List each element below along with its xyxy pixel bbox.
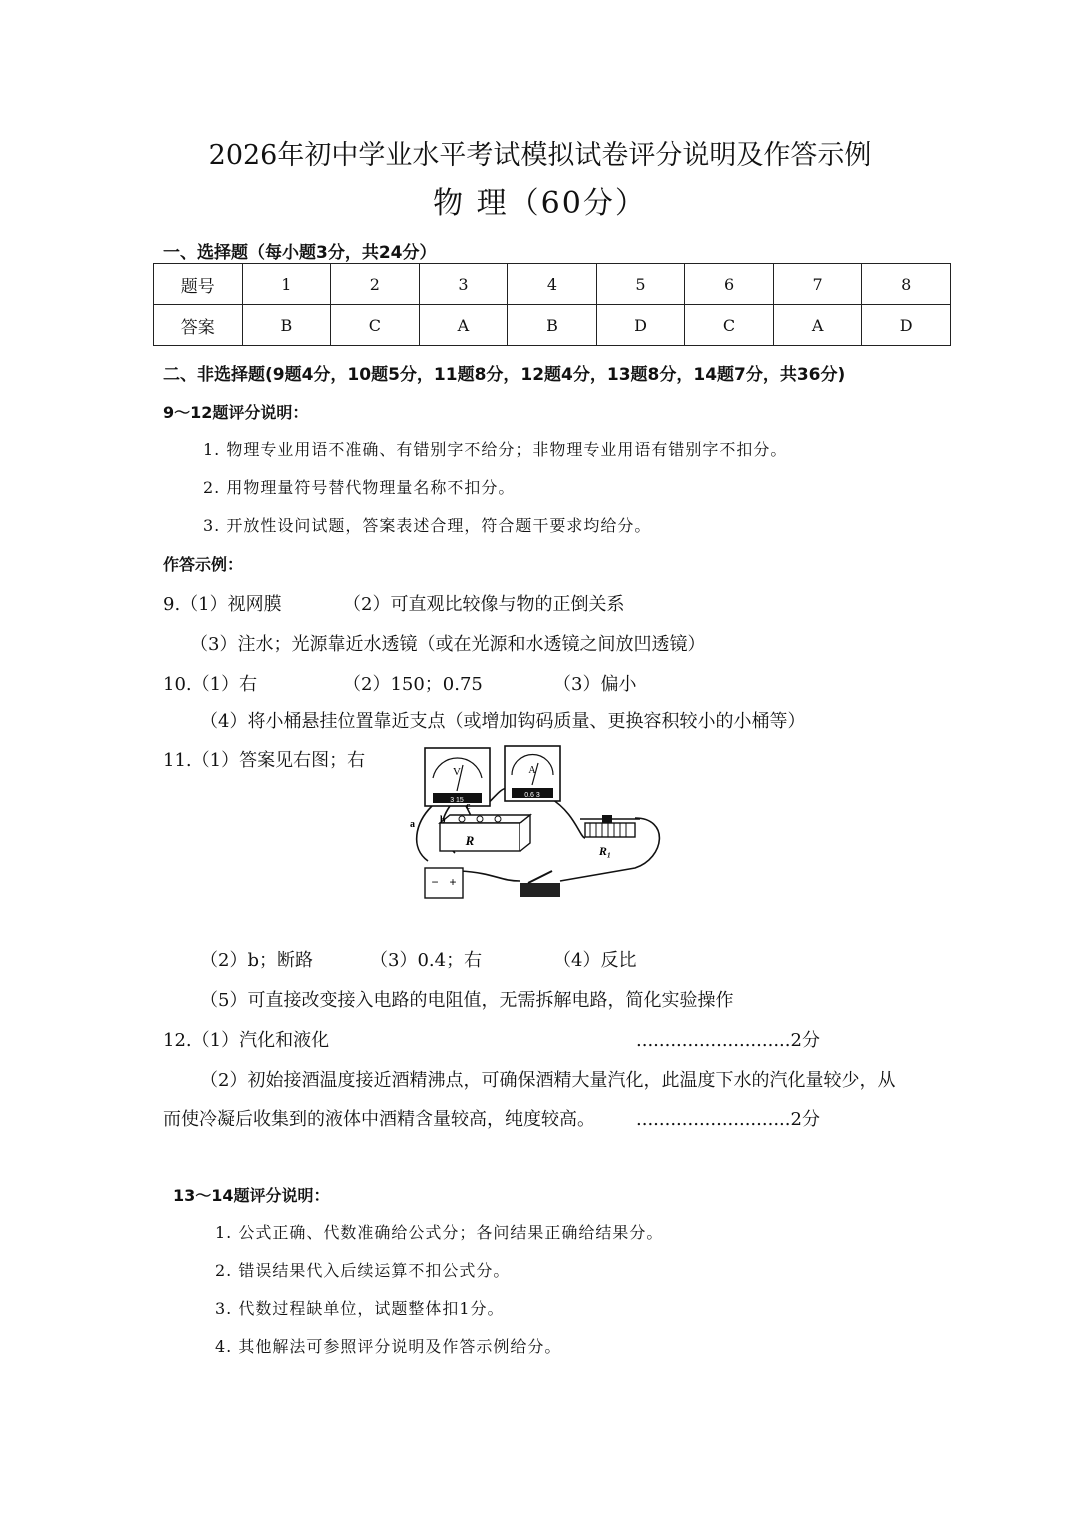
q9-answer-3: （3）注水；光源靠近水透镜（或在光源和水透镜之间放凹透镜） [190,634,706,655]
rheostat-label: R₁ [598,844,612,858]
voltmeter-terminals: 3 15 [450,797,464,804]
resistor-label: R [465,833,475,848]
ammeter-label: A [528,765,536,776]
rule-item: 2. 用物理量符号替代物理量名称不扣分。 [203,478,516,497]
q10-answer-3: （3）偏小 [553,674,637,695]
q10-answer-4: （4）将小桶悬挂位置靠近支点（或增加钩码质量、更换容积较小的小桶等） [200,711,806,732]
question-number: 4 [508,264,597,305]
answer-cell: D [596,305,685,346]
answer-cell: B [508,305,597,346]
row-label-number: 题号 [154,264,243,305]
ammeter-terminals: 0.6 3 [524,792,540,799]
answer-cell: A [773,305,862,346]
q12-answer-2-line2: 而使冷凝后收集到的液体中酒精含量较高，纯度较高。 [163,1109,595,1130]
q11-answer-1: 11.（1）答案见右图；右 [163,750,366,771]
rule-item: 3. 代数过程缺单位，试题整体扣1分。 [215,1299,505,1318]
wire-switch-battery [460,871,520,881]
answer-table [153,263,951,346]
q9-answer-1: 9.（1）视网膜 [163,594,282,615]
q11-answer-3: （3）0.4；右 [370,950,483,971]
battery-plus: + [449,875,457,889]
rule-item: 4. 其他解法可参照评分说明及作答示例给分。 [215,1337,562,1356]
answer-cell: A [419,305,508,346]
question-number: 6 [685,264,774,305]
question-number: 2 [331,264,420,305]
wire-b-label: b [440,815,446,826]
rule-item: 1. 物理专业用语不准确、有错别字不给分；非物理专业用语有错别字不扣分。 [203,440,788,459]
question-number: 1 [242,264,331,305]
rule-item: 2. 错误结果代入后续运算不扣公式分。 [215,1261,511,1280]
ammeter [505,746,560,801]
q12-answer-2-line1: （2）初始接酒温度接近酒精沸点，可确保酒精大量汽化，此温度下水的汽化量较少，从 [200,1070,896,1091]
document-subtitle: 物 理（60分） [433,186,647,221]
battery [425,868,463,898]
rules-a-heading: 9～12题评分说明： [163,403,309,422]
q10-answer-1: 10.（1）右 [163,674,258,695]
row-label-answer: 答案 [154,305,243,346]
rules-b-heading: 13～14题评分说明： [173,1186,330,1205]
circuit-diagram [400,743,670,903]
q10-answer-2: （2）150；0.75 [343,674,483,695]
question-number: 8 [862,264,951,305]
voltmeter-label: V [453,766,461,778]
section1-heading: 一、选择题（每小题3分，共24分） [163,243,437,263]
switch [520,871,560,897]
answer-cell: D [862,305,951,346]
q12-answer-1: 12.（1）汽化和液化 [163,1030,330,1051]
question-number: 3 [419,264,508,305]
q12-score-2: ...........................2分 [636,1109,820,1130]
section2-heading: 二、非选择题(9题4分，10题5分，11题8分，12题4分，13题8分，14题7分，共36分) [163,365,846,385]
rheostat [580,815,640,858]
q11-answer-2: （2）b；断路 [200,950,313,971]
document-title: 2026年初中学业水平考试模拟试卷评分说明及作答示例 [208,140,872,171]
wire-a-r1 [550,798,585,838]
answer-cell: C [331,305,420,346]
battery-minus: − [431,875,439,889]
wire-a-label: a [410,819,415,830]
table-row-numbers [154,264,951,305]
rule-item: 1. 公式正确、代数准确给公式分；各问结果正确给结果分。 [215,1223,664,1242]
q11-answer-5: （5）可直接改变接入电路的电阻值，无需拆解电路，简化实验操作 [200,990,734,1011]
q12-score-1: ...........................2分 [636,1030,820,1051]
question-number: 7 [773,264,862,305]
answer-cell: B [242,305,331,346]
answer-cell: C [685,305,774,346]
q9-answer-2: （2）可直观比较像与物的正倒关系 [343,594,625,615]
resistor-box [440,815,530,851]
question-number: 5 [596,264,685,305]
voltmeter [425,748,490,806]
rule-item: 3. 开放性设问试题，答案表述合理，符合题干要求均给分。 [203,516,652,535]
examples-heading: 作答示例： [163,555,244,574]
q11-answer-4: （4）反比 [553,950,637,971]
table-row-answers [154,305,951,346]
wire-c-label: c [466,801,471,812]
wire-a [417,806,432,861]
